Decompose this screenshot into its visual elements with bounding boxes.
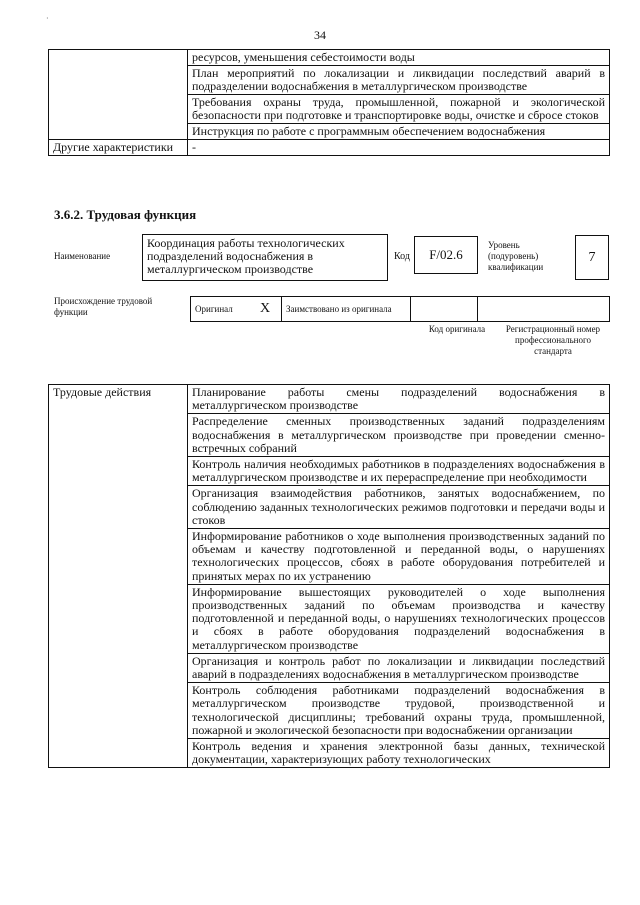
section-heading: 3.6.2. Трудовая функция bbox=[54, 207, 197, 222]
table-row bbox=[191, 297, 610, 322]
scan-speck: · bbox=[46, 14, 49, 23]
original-code-cell bbox=[411, 297, 478, 322]
code-value-box: F/02.6 bbox=[414, 236, 478, 274]
labor-actions-table bbox=[48, 384, 610, 768]
registration-caption: Регистрационный номер профессионального стандарта bbox=[505, 324, 601, 356]
table-cell: План мероприятий по локализации и ликвидации последствий аварий в подразделении водоснабжения в металлургическом производстве bbox=[188, 66, 610, 95]
labor-action-item: Организация и контроль работ по локализации и ликвидации последствий аварий в подразделениях водоснабжения в металлургическом производстве bbox=[188, 653, 610, 682]
origin-table bbox=[190, 296, 610, 322]
labor-actions-label: Трудовые действия bbox=[49, 385, 188, 768]
code-label: Код bbox=[394, 251, 410, 262]
labor-action-item: Контроль ведения и хранения электронной базы данных, технической документации, характеризующих работу технологических bbox=[188, 739, 610, 768]
row-label bbox=[49, 50, 188, 140]
labor-action-item: Контроль соблюдения работниками подразделений водоснабжения в металлургическом производстве трудовой, производственной и технологической дисциплины; требований охраны труда, промышленной, пожарной и экологической безопасности при водоснабжении организации bbox=[188, 683, 610, 739]
page-number: 34 bbox=[314, 28, 326, 42]
function-name-box: Координация работы технологических подразделений водоснабжения в металлургическом производстве bbox=[142, 234, 388, 281]
labor-action-item: Контроль наличия необходимых работников в подразделениях водоснабжения в металлургическом производстве и их перераспределение при необходимости bbox=[188, 457, 610, 486]
original-mark: X bbox=[249, 297, 282, 322]
table-cell: Требования охраны труда, промышленной, пожарной и экологической безопасности при подготовке и транспортировке воды, очистке и сбросе стоков bbox=[188, 95, 610, 124]
table-row bbox=[49, 385, 610, 414]
continuation-table bbox=[48, 49, 610, 156]
labor-action-item: Организация взаимодействия работников, занятых водоснабжением, по соблюдению заданных технологических режимов подготовки и передачи воды и стоков bbox=[188, 486, 610, 529]
level-value-box: 7 bbox=[575, 235, 609, 280]
origin-label: Происхождение трудовой функции bbox=[54, 296, 153, 317]
labor-action-item: Распределение сменных производственных заданий подразделениям водоснабжения в металлургическом производстве при проведении сменно-встречных собраний bbox=[188, 414, 610, 457]
original-label: Оригинал bbox=[191, 297, 250, 322]
labor-action-item: Планирование работы смены подразделений водоснабжения в металлургическом производстве bbox=[188, 385, 610, 414]
table-row bbox=[49, 50, 610, 66]
table-cell: Инструкция по работе с программным обеспечением водоснабжения bbox=[188, 124, 610, 140]
registration-number-cell bbox=[478, 297, 610, 322]
table-cell: - bbox=[188, 140, 610, 156]
row-label: Другие характеристики bbox=[49, 140, 188, 156]
table-cell: ресурсов, уменьшения себестоимости воды bbox=[188, 50, 610, 66]
level-label: Уровень (подуровень) квалификации bbox=[488, 240, 544, 272]
borrowed-label: Заимствовано из оригинала bbox=[282, 297, 411, 322]
code-caption: Код оригинала bbox=[428, 324, 486, 334]
labor-action-item: Информирование вышестоящих руководителей о ходе выполнения производственных заданий по объемам производства и качеству подготовленной и переданной воды, о нарушениях технологических процессов и сбоях в работе оборудования подразделений водоснабжения в металлургическом производстве bbox=[188, 584, 610, 653]
table-row bbox=[49, 140, 610, 156]
name-label: Наименование bbox=[54, 251, 111, 261]
labor-action-item: Информирование работников о ходе выполнения производственных заданий по объемам и качеству подготовленной и переданной воды, о нарушениях технологических процессов, сбоях в работе оборудования потребителей и принятых мерах по их устранению bbox=[188, 529, 610, 585]
